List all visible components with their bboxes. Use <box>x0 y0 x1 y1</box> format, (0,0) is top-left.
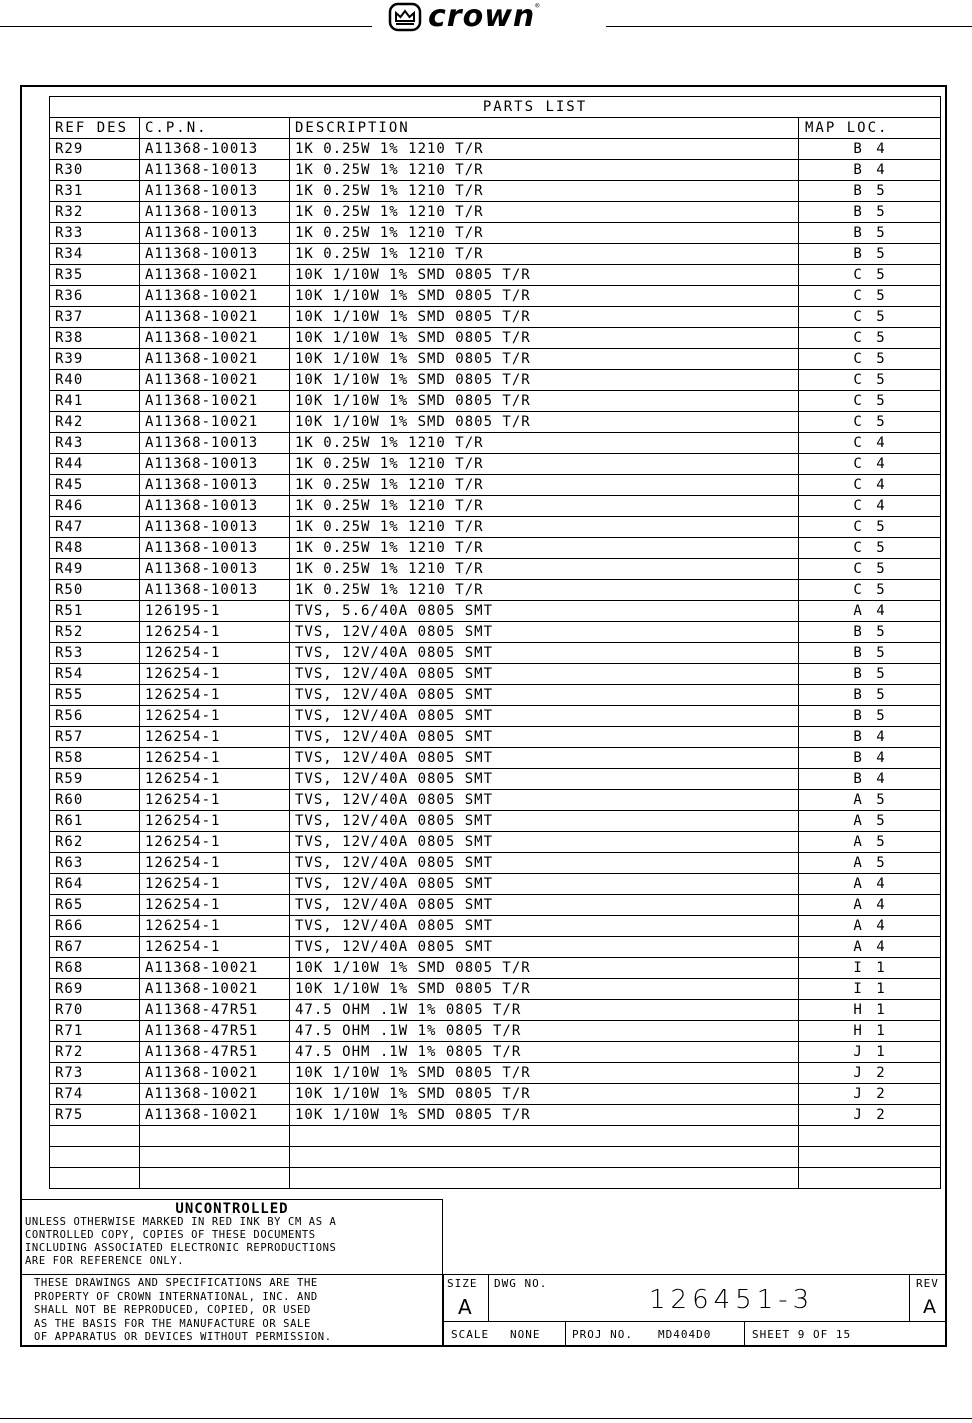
parts-list-title: PARTS LIST <box>50 97 941 118</box>
ref-des-cell: R35 <box>50 265 140 286</box>
table-row <box>50 370 941 391</box>
cpn-cell: A11368-10021 <box>140 391 290 412</box>
blank-cell <box>140 1147 290 1168</box>
logo-wordmark: crown <box>428 0 536 34</box>
description-cell: TVS, 12V/40A 0805 SMT <box>290 769 799 790</box>
table-row <box>50 664 941 685</box>
uncontrolled-line: UNLESS OTHERWISE MARKED IN RED INK BY CM AS A <box>25 1216 337 1228</box>
ref-des-cell: R71 <box>50 1021 140 1042</box>
description-cell: 1K 0.25W 1% 1210 T/R <box>290 202 799 223</box>
description-cell: 10K 1/10W 1% SMD 0805 T/R <box>290 391 799 412</box>
map-loc-cell: A 4 <box>799 937 941 958</box>
table-row <box>50 832 941 853</box>
table-row <box>50 811 941 832</box>
map-loc-cell: A 5 <box>799 832 941 853</box>
map-loc-cell: B 4 <box>799 748 941 769</box>
proj-no-label: PROJ NO. <box>572 1328 633 1341</box>
size-label: SIZE <box>447 1277 478 1290</box>
column-header-description: DESCRIPTION <box>290 118 799 139</box>
sheet-number: SHEET 9 OF 15 <box>752 1328 852 1341</box>
dwg-no-label: DWG NO. <box>494 1277 548 1290</box>
cpn-cell: 126254-1 <box>140 769 290 790</box>
ref-des-cell: R37 <box>50 307 140 328</box>
ref-des-cell: R45 <box>50 475 140 496</box>
cpn-cell: A11368-10021 <box>140 265 290 286</box>
map-loc-cell: B 5 <box>799 223 941 244</box>
table-row <box>50 475 941 496</box>
description-cell: TVS, 5.6/40A 0805 SMT <box>290 601 799 622</box>
description-cell: TVS, 12V/40A 0805 SMT <box>290 748 799 769</box>
ref-des-cell: R38 <box>50 328 140 349</box>
table-row <box>50 496 941 517</box>
ref-des-cell: R36 <box>50 286 140 307</box>
cpn-cell: A11368-10013 <box>140 454 290 475</box>
uncontrolled-line: CONTROLLED COPY, COPIES OF THESE DOCUMENTS <box>25 1229 316 1241</box>
description-cell: TVS, 12V/40A 0805 SMT <box>290 874 799 895</box>
column-header-ref-des: REF DES <box>50 118 140 139</box>
ref-des-cell: R39 <box>50 349 140 370</box>
map-loc-cell: A 5 <box>799 811 941 832</box>
table-row <box>50 433 941 454</box>
cpn-cell: A11368-47R51 <box>140 1000 290 1021</box>
blank-cell <box>140 1126 290 1147</box>
cpn-cell: A11368-10013 <box>140 517 290 538</box>
blank-cell <box>50 1147 140 1168</box>
ref-des-cell: R52 <box>50 622 140 643</box>
blank-cell <box>50 1126 140 1147</box>
cpn-cell: 126254-1 <box>140 937 290 958</box>
map-loc-cell: B 5 <box>799 706 941 727</box>
table-row <box>50 685 941 706</box>
table-row <box>50 139 941 160</box>
ref-des-cell: R73 <box>50 1063 140 1084</box>
ref-des-cell: R69 <box>50 979 140 1000</box>
map-loc-cell: A 5 <box>799 853 941 874</box>
cpn-cell: 126254-1 <box>140 664 290 685</box>
cpn-cell: 126254-1 <box>140 622 290 643</box>
ref-des-cell: R59 <box>50 769 140 790</box>
rev-label: REV <box>916 1277 939 1290</box>
table-row <box>50 601 941 622</box>
cpn-cell: A11368-10021 <box>140 412 290 433</box>
title-block-sheet-cell <box>744 1321 947 1347</box>
description-cell: 10K 1/10W 1% SMD 0805 T/R <box>290 349 799 370</box>
table-row <box>50 412 941 433</box>
map-loc-cell: I 1 <box>799 979 941 1000</box>
proj-no-value: MD404D0 <box>658 1328 712 1341</box>
map-loc-cell: C 4 <box>799 433 941 454</box>
ref-des-cell: R33 <box>50 223 140 244</box>
parts-list-header-row <box>50 118 941 139</box>
map-loc-cell: J 2 <box>799 1063 941 1084</box>
ref-des-cell: R61 <box>50 811 140 832</box>
description-cell: 47.5 OHM .1W 1% 0805 T/R <box>290 1021 799 1042</box>
blank-cell <box>290 1147 799 1168</box>
map-loc-cell: B 4 <box>799 769 941 790</box>
map-loc-cell: C 5 <box>799 412 941 433</box>
description-cell: 1K 0.25W 1% 1210 T/R <box>290 475 799 496</box>
proprietary-line: THESE DRAWINGS AND SPECIFICATIONS ARE THE <box>34 1277 318 1289</box>
cpn-cell: 126254-1 <box>140 853 290 874</box>
title-block-dwg-cell <box>488 1274 910 1322</box>
table-row <box>50 874 941 895</box>
ref-des-cell: R60 <box>50 790 140 811</box>
map-loc-cell: B 5 <box>799 685 941 706</box>
ref-des-cell: R50 <box>50 580 140 601</box>
cpn-cell: A11368-10013 <box>140 160 290 181</box>
ref-des-cell: R74 <box>50 1084 140 1105</box>
map-loc-cell: C 5 <box>799 370 941 391</box>
blank-cell <box>140 1168 290 1189</box>
ref-des-cell: R70 <box>50 1000 140 1021</box>
cpn-cell: A11368-10021 <box>140 370 290 391</box>
crown-logo <box>388 0 602 34</box>
description-cell: TVS, 12V/40A 0805 SMT <box>290 622 799 643</box>
table-row <box>50 706 941 727</box>
map-loc-cell: I 1 <box>799 958 941 979</box>
map-loc-cell: C 5 <box>799 265 941 286</box>
ref-des-cell: R48 <box>50 538 140 559</box>
cpn-cell: 126254-1 <box>140 916 290 937</box>
ref-des-cell: R66 <box>50 916 140 937</box>
cpn-cell: A11368-10021 <box>140 328 290 349</box>
description-cell: 47.5 OHM .1W 1% 0805 T/R <box>290 1000 799 1021</box>
ref-des-cell: R67 <box>50 937 140 958</box>
map-loc-cell: H 1 <box>799 1000 941 1021</box>
ref-des-cell: R41 <box>50 391 140 412</box>
description-cell: 1K 0.25W 1% 1210 T/R <box>290 433 799 454</box>
cpn-cell: A11368-10021 <box>140 958 290 979</box>
description-cell: TVS, 12V/40A 0805 SMT <box>290 727 799 748</box>
description-cell: TVS, 12V/40A 0805 SMT <box>290 685 799 706</box>
table-row <box>50 559 941 580</box>
table-row <box>50 769 941 790</box>
description-cell: 1K 0.25W 1% 1210 T/R <box>290 559 799 580</box>
cpn-cell: 126254-1 <box>140 643 290 664</box>
description-cell: TVS, 12V/40A 0805 SMT <box>290 895 799 916</box>
description-cell: 1K 0.25W 1% 1210 T/R <box>290 538 799 559</box>
cpn-cell: A11368-10021 <box>140 286 290 307</box>
table-row <box>50 538 941 559</box>
parts-list-table <box>49 96 941 1189</box>
table-row <box>50 727 941 748</box>
table-row <box>50 160 941 181</box>
description-cell: 1K 0.25W 1% 1210 T/R <box>290 244 799 265</box>
description-cell: 10K 1/10W 1% SMD 0805 T/R <box>290 1105 799 1126</box>
footer-rule <box>0 1418 972 1419</box>
proprietary-statement <box>22 1274 442 1345</box>
table-row <box>50 622 941 643</box>
blank-table-row <box>50 1168 941 1189</box>
table-row <box>50 223 941 244</box>
map-loc-cell: C 4 <box>799 475 941 496</box>
ref-des-cell: R58 <box>50 748 140 769</box>
uncontrolled-title: UNCONTROLLED <box>175 1201 289 1217</box>
description-cell: 1K 0.25W 1% 1210 T/R <box>290 454 799 475</box>
map-loc-cell: C 5 <box>799 559 941 580</box>
description-cell: TVS, 12V/40A 0805 SMT <box>290 643 799 664</box>
cpn-cell: A11368-10013 <box>140 223 290 244</box>
cpn-cell: 126254-1 <box>140 874 290 895</box>
cpn-cell: A11368-47R51 <box>140 1042 290 1063</box>
map-loc-cell: B 5 <box>799 622 941 643</box>
map-loc-cell: J 2 <box>799 1105 941 1126</box>
description-cell: 10K 1/10W 1% SMD 0805 T/R <box>290 370 799 391</box>
description-cell: 10K 1/10W 1% SMD 0805 T/R <box>290 1084 799 1105</box>
ref-des-cell: R57 <box>50 727 140 748</box>
ref-des-cell: R49 <box>50 559 140 580</box>
cpn-cell: 126254-1 <box>140 748 290 769</box>
cpn-cell: 126254-1 <box>140 727 290 748</box>
crown-emblem-icon <box>388 2 422 32</box>
table-row <box>50 454 941 475</box>
description-cell: TVS, 12V/40A 0805 SMT <box>290 664 799 685</box>
table-row <box>50 748 941 769</box>
table-row <box>50 244 941 265</box>
ref-des-cell: R43 <box>50 433 140 454</box>
map-loc-cell: J 1 <box>799 1042 941 1063</box>
proprietary-line: SHALL NOT BE REPRODUCED, COPIED, OR USED <box>34 1304 311 1316</box>
ref-des-cell: R65 <box>50 895 140 916</box>
map-loc-cell: C 5 <box>799 517 941 538</box>
cpn-cell: A11368-10021 <box>140 307 290 328</box>
ref-des-cell: R55 <box>50 685 140 706</box>
table-row <box>50 937 941 958</box>
cpn-cell: 126254-1 <box>140 832 290 853</box>
ref-des-cell: R63 <box>50 853 140 874</box>
description-cell: 10K 1/10W 1% SMD 0805 T/R <box>290 412 799 433</box>
map-loc-cell: B 5 <box>799 181 941 202</box>
map-loc-cell: C 4 <box>799 454 941 475</box>
map-loc-cell: C 4 <box>799 496 941 517</box>
ref-des-cell: R40 <box>50 370 140 391</box>
cpn-cell: 126254-1 <box>140 811 290 832</box>
map-loc-cell: B 4 <box>799 160 941 181</box>
uncontrolled-line: INCLUDING ASSOCIATED ELECTRONIC REPRODUCTIONS <box>25 1242 337 1254</box>
map-loc-cell: A 4 <box>799 601 941 622</box>
description-cell: TVS, 12V/40A 0805 SMT <box>290 790 799 811</box>
table-row <box>50 202 941 223</box>
description-cell: 1K 0.25W 1% 1210 T/R <box>290 223 799 244</box>
ref-des-cell: R53 <box>50 643 140 664</box>
table-row <box>50 391 941 412</box>
description-cell: TVS, 12V/40A 0805 SMT <box>290 811 799 832</box>
scale-label: SCALE <box>451 1328 490 1341</box>
header-rule-left <box>0 26 372 27</box>
ref-des-cell: R56 <box>50 706 140 727</box>
table-row <box>50 580 941 601</box>
ref-des-cell: R29 <box>50 139 140 160</box>
blank-cell <box>290 1126 799 1147</box>
ref-des-cell: R62 <box>50 832 140 853</box>
ref-des-cell: R32 <box>50 202 140 223</box>
size-value: A <box>458 1295 472 1319</box>
table-row <box>50 1063 941 1084</box>
cpn-cell: 126254-1 <box>140 895 290 916</box>
cpn-cell: A11368-10013 <box>140 496 290 517</box>
table-row <box>50 1042 941 1063</box>
description-cell: 1K 0.25W 1% 1210 T/R <box>290 580 799 601</box>
map-loc-cell: A 5 <box>799 790 941 811</box>
cpn-cell: A11368-10013 <box>140 139 290 160</box>
title-block-proj-cell <box>565 1321 745 1347</box>
ref-des-cell: R34 <box>50 244 140 265</box>
blank-cell <box>50 1168 140 1189</box>
scale-value: NONE <box>510 1328 541 1341</box>
cpn-cell: A11368-10013 <box>140 559 290 580</box>
map-loc-cell: B 5 <box>799 664 941 685</box>
description-cell: TVS, 12V/40A 0805 SMT <box>290 706 799 727</box>
cpn-cell: A11368-10021 <box>140 1084 290 1105</box>
ref-des-cell: R68 <box>50 958 140 979</box>
description-cell: 10K 1/10W 1% SMD 0805 T/R <box>290 958 799 979</box>
cpn-cell: A11368-47R51 <box>140 1021 290 1042</box>
map-loc-cell: C 5 <box>799 328 941 349</box>
ref-des-cell: R31 <box>50 181 140 202</box>
map-loc-cell: C 5 <box>799 580 941 601</box>
ref-des-cell: R44 <box>50 454 140 475</box>
cpn-cell: 126195-1 <box>140 601 290 622</box>
description-cell: TVS, 12V/40A 0805 SMT <box>290 832 799 853</box>
map-loc-cell: A 4 <box>799 916 941 937</box>
ref-des-cell: R64 <box>50 874 140 895</box>
uncontrolled-line: ARE FOR REFERENCE ONLY. <box>25 1255 185 1267</box>
table-row <box>50 1021 941 1042</box>
cpn-cell: A11368-10013 <box>140 538 290 559</box>
blank-cell <box>799 1168 941 1189</box>
table-row <box>50 307 941 328</box>
table-row <box>50 979 941 1000</box>
proprietary-line: PROPERTY OF CROWN INTERNATIONAL, INC. AND <box>34 1290 318 1303</box>
cpn-cell: 126254-1 <box>140 685 290 706</box>
ref-des-cell: R54 <box>50 664 140 685</box>
cpn-cell: A11368-10021 <box>140 1063 290 1084</box>
table-row <box>50 349 941 370</box>
description-cell: 1K 0.25W 1% 1210 T/R <box>290 139 799 160</box>
table-row <box>50 181 941 202</box>
map-loc-cell: C 5 <box>799 307 941 328</box>
table-row <box>50 790 941 811</box>
map-loc-cell: A 4 <box>799 874 941 895</box>
dwg-no-value: 126451-3 <box>649 1285 815 1315</box>
table-row <box>50 1000 941 1021</box>
proprietary-line: AS THE BASIS FOR THE MANUFACTURE OR SALE <box>34 1317 311 1330</box>
table-row <box>50 958 941 979</box>
parts-list-title-row <box>50 97 941 118</box>
ref-des-cell: R51 <box>50 601 140 622</box>
column-header-cpn: C.P.N. <box>140 118 290 139</box>
blank-cell <box>799 1126 941 1147</box>
description-cell: TVS, 12V/40A 0805 SMT <box>290 853 799 874</box>
map-loc-cell: C 5 <box>799 286 941 307</box>
blank-table-row <box>50 1126 941 1147</box>
table-row <box>50 286 941 307</box>
ref-des-cell: R72 <box>50 1042 140 1063</box>
map-loc-cell: C 5 <box>799 391 941 412</box>
map-loc-cell: B 5 <box>799 202 941 223</box>
uncontrolled-notice-box <box>22 1199 443 1346</box>
table-row <box>50 265 941 286</box>
map-loc-cell: H 1 <box>799 1021 941 1042</box>
ref-des-cell: R30 <box>50 160 140 181</box>
cpn-cell: A11368-10021 <box>140 979 290 1000</box>
cpn-cell: A11368-10021 <box>140 1105 290 1126</box>
table-row <box>50 517 941 538</box>
ref-des-cell: R47 <box>50 517 140 538</box>
description-cell: 47.5 OHM .1W 1% 0805 T/R <box>290 1042 799 1063</box>
map-loc-cell: J 2 <box>799 1084 941 1105</box>
description-cell: 10K 1/10W 1% SMD 0805 T/R <box>290 307 799 328</box>
map-loc-cell: A 4 <box>799 895 941 916</box>
description-cell: 1K 0.25W 1% 1210 T/R <box>290 181 799 202</box>
description-cell: 10K 1/10W 1% SMD 0805 T/R <box>290 979 799 1000</box>
cpn-cell: A11368-10013 <box>140 580 290 601</box>
table-row <box>50 895 941 916</box>
map-loc-cell: B 5 <box>799 244 941 265</box>
description-cell: 1K 0.25W 1% 1210 T/R <box>290 517 799 538</box>
cpn-cell: A11368-10021 <box>140 349 290 370</box>
table-row <box>50 853 941 874</box>
column-header-map-loc: MAP LOC. <box>799 118 941 139</box>
table-row <box>50 643 941 664</box>
map-loc-cell: C 5 <box>799 538 941 559</box>
table-row <box>50 1084 941 1105</box>
description-cell: TVS, 12V/40A 0805 SMT <box>290 937 799 958</box>
description-cell: TVS, 12V/40A 0805 SMT <box>290 916 799 937</box>
title-block-size-cell <box>443 1274 489 1322</box>
blank-table-row <box>50 1147 941 1168</box>
table-row <box>50 916 941 937</box>
cpn-cell: A11368-10013 <box>140 244 290 265</box>
cpn-cell: 126254-1 <box>140 790 290 811</box>
description-cell: 10K 1/10W 1% SMD 0805 T/R <box>290 286 799 307</box>
proprietary-line: OF APPARATUS OR DEVICES WITHOUT PERMISSION. <box>34 1331 332 1343</box>
map-loc-cell: B 4 <box>799 727 941 748</box>
registered-mark: ® <box>535 2 540 10</box>
description-cell: 10K 1/10W 1% SMD 0805 T/R <box>290 265 799 286</box>
ref-des-cell: R46 <box>50 496 140 517</box>
ref-des-cell: R42 <box>50 412 140 433</box>
description-cell: 10K 1/10W 1% SMD 0805 T/R <box>290 328 799 349</box>
cpn-cell: A11368-10013 <box>140 433 290 454</box>
description-cell: 1K 0.25W 1% 1210 T/R <box>290 160 799 181</box>
title-block-scale-cell <box>443 1321 566 1347</box>
ref-des-cell: R75 <box>50 1105 140 1126</box>
rev-value: A <box>923 1296 936 1318</box>
description-cell: 1K 0.25W 1% 1210 T/R <box>290 496 799 517</box>
uncontrolled-text <box>22 1216 442 1268</box>
title-block-rev-cell <box>909 1274 947 1322</box>
cpn-cell: A11368-10013 <box>140 475 290 496</box>
blank-cell <box>799 1147 941 1168</box>
description-cell: 10K 1/10W 1% SMD 0805 T/R <box>290 1063 799 1084</box>
map-loc-cell: B 5 <box>799 643 941 664</box>
map-loc-cell: B 4 <box>799 139 941 160</box>
header-rule-right <box>606 26 972 27</box>
table-row <box>50 1105 941 1126</box>
blank-cell <box>290 1168 799 1189</box>
cpn-cell: A11368-10013 <box>140 181 290 202</box>
cpn-cell: A11368-10013 <box>140 202 290 223</box>
table-row <box>50 328 941 349</box>
map-loc-cell: C 5 <box>799 349 941 370</box>
cpn-cell: 126254-1 <box>140 706 290 727</box>
